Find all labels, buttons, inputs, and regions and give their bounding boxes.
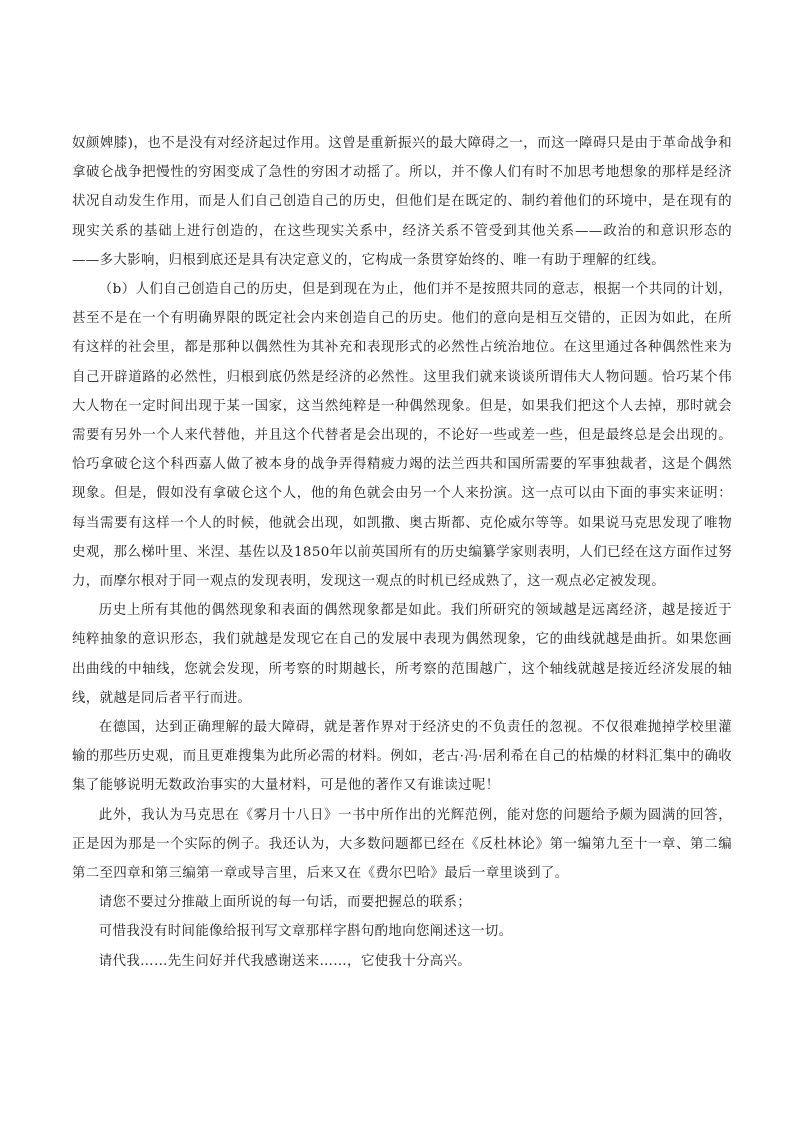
paragraph-1: 奴颜婢膝)，也不是没有对经济起过作用。这曾是重新振兴的最大障碍之一，而这一障碍只是由于革命战争和拿破仑战争把慢性的穷困变成了急性的穷困才动摇了。所以，并不像人们有时不加思考地想象的那样是经济状况自动发生作用，而是人们自己创造自己的历史，但他们是在既定的、制约着他们的环境中，是在现有的现实关系的基础上进行创造的，在这些现实关系中，经济关系不管受到其他关系——政治的和意识形态的——多大影响，归根到底还是具有决定意义的，它构成一条贯穿始终的、唯一有助于理解的红线。 <box>72 136 732 268</box>
body-text <box>72 129 732 976</box>
paragraph-7: 可惜我没有时间能像给报刊写文章那样字斟句酌地向您阐述这一切。 <box>98 924 513 940</box>
paragraph-8: 请代我……先生问好并代我感谢送来……，它使我十分高兴。 <box>98 953 472 969</box>
paragraph-3: 历史上所有其他的偶然现象和表面的偶然现象都是如此。我们所研究的领域越是远离经济，越是接近于纯粹抽象的意识形态，我们就越是发现它在自己的发展中表现为偶然现象，它的曲线就越是曲折。如果您画出曲线的中轴线，您就会发现，所考察的时期越长，所考察的范围越广，这个轴线就越是接近经济发展的轴线，就越是同后者平行而进。 <box>72 603 732 706</box>
paragraph-5: 此外，我认为马克思在《雾月十八日》一书中所作出的光辉范例，能对您的问题给予颇为圆满的回答，正是因为那是一个实际的例子。我还认为，大多数问题都已经在《反杜林论》第一编第九至十一章、第二编第二至四章和第三编第一章或导言里，后来又在《费尔巴哈》最后一章里谈到了。 <box>72 807 732 882</box>
paragraph-2: （b）人们自己创造自己的历史，但是到现在为止，他们并不是按照共同的意志，根据一个共同的计划，甚至不是在一个有明确界限的既定社会内来创造自己的历史。他们的意向是相互交错的，正因为如此，在所有这样的社会里，都是那种以偶然性为其补充和表现形式的必然性占统治地位。在这里通过各种偶然性来为自己开辟道路的必然性，归根到底仍然是经济的必然性。这里我们就来谈谈所谓伟大人物问题。恰巧某个伟大人物在一定时间出现于某一国家，这当然纯粹是一种偶然现象。但是，如果我们把这个人去掉，那时就会需要有另外一个人来代替他，并且这个代替者是会出现的，不论好一些或差一些，但是最终总是会出现的。恰巧拿破仑这个科西嘉人做了被本身的战争弄得精疲力竭的法兰西共和国所需要的军事独裁者，这是个偶然现象。但是，假如没有拿破仑这个人，他的角色就会由另一个人来扮演。这一点可以由下面的事实来证明：每当需要有这样一个人的时候，他就会出现，如凯撒、奥古斯都、克伦威尔等等。如果说马克思发现了唯物史观，那么梯叶里、米涅、基佐以及1850年以前英国所有的历史编纂学家则表明，人们已经在这方面作过努力，而摩尔根对于同一观点的发现表明，发现这一观点的时机已经成熟了，这一观点必定被发现。 <box>72 282 732 590</box>
paragraph-6: 请您不要过分推敲上面所说的每一句话，而要把握总的联系； <box>98 895 472 911</box>
paragraph-4: 在德国，达到正确理解的最大障碍，就是著作界对于经济史的不负责任的忽视。不仅很难抛掉学校里灌输的那些历史观，而且更难搜集为此所必需的材料。例如，老古·冯·居利希在自己的枯燥的材料汇集中的确收集了能够说明无数政治事实的大量材料，可是他的著作又有谁读过呢！ <box>72 720 732 794</box>
